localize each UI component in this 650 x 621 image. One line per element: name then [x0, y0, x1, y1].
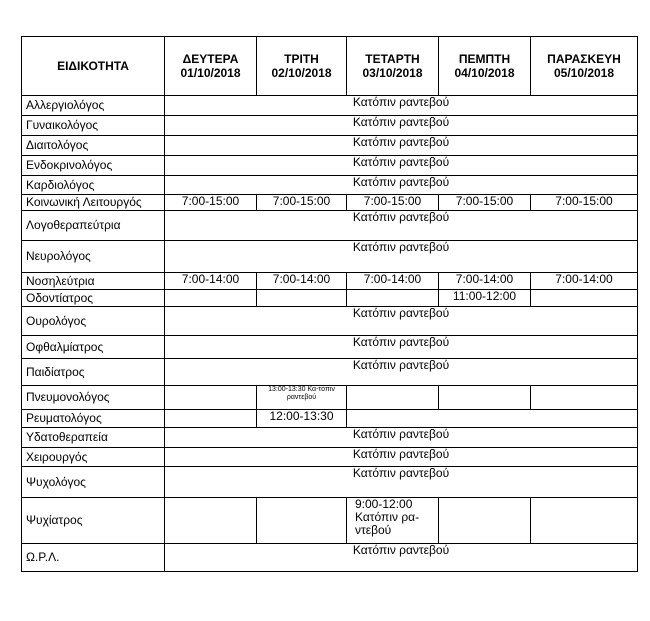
appointment-note: Κατόπιν ραντεβού — [165, 448, 638, 467]
specialty-label: Κοινωνική Λειτουργός — [22, 195, 165, 211]
row-social-worker — [22, 195, 638, 211]
header-friday: ΠΑΡΑΣΚΕΥΗ 05/10/2018 — [531, 37, 638, 96]
time-tuesday — [257, 498, 347, 544]
specialty-label: Υδατοθεραπεία — [22, 428, 165, 448]
time-tuesday: 13:00-13:30 Κα-τόπιν ραντεβού — [257, 386, 347, 410]
specialty-label: Διαιτολόγος — [22, 136, 165, 156]
row-urologist — [22, 307, 638, 336]
row-neurologist — [22, 241, 638, 273]
specialty-label: Λογοθεραπεύτρια — [22, 211, 165, 241]
appointment-note: Κατόπιν ραντεβού — [165, 241, 638, 273]
specialty-label: Αλλεργιολόγος — [22, 96, 165, 116]
row-endocrinologist — [22, 156, 638, 176]
header-specialty: ΕΙΔΙΚΟΤΗΤΑ — [22, 37, 165, 96]
appointment-note: Κατόπιν ραντεβού — [165, 336, 638, 359]
header-row — [22, 37, 638, 96]
appointment-note: Κατόπιν ραντεβού — [165, 467, 638, 498]
time-friday: 7:00-14:00 — [531, 273, 638, 290]
time-tuesday: 12:00-13:30 — [257, 410, 347, 428]
time-wednesday — [347, 386, 439, 410]
appointment-note: Κατόπιν ραντεβού — [165, 211, 638, 241]
time-friday: 7:00-15:00 — [531, 195, 638, 211]
time-friday — [531, 290, 638, 307]
specialty-label: Οφθαλμίατρος — [22, 336, 165, 359]
appointment-note: Κατόπιν ραντεβού — [165, 156, 638, 176]
appointment-note: Κατόπιν ραντεβού — [165, 96, 638, 116]
time-thursday: 11:00-12:00 — [439, 290, 531, 307]
time-friday — [531, 386, 638, 410]
time-monday — [165, 410, 257, 428]
schedule-table — [21, 36, 638, 572]
time-tuesday: 7:00-15:00 — [257, 195, 347, 211]
specialty-label: Ω.Ρ.Λ. — [22, 544, 165, 572]
time-monday: 7:00-15:00 — [165, 195, 257, 211]
row-ophthalmologist — [22, 336, 638, 359]
specialty-label: Οδοντίατρος — [22, 290, 165, 307]
specialty-label: Νευρολόγος — [22, 241, 165, 273]
row-pulmonologist — [22, 386, 638, 410]
header-monday: ΔΕΥΤΕΡΑ 01/10/2018 — [165, 37, 257, 96]
appointment-note: Κατόπιν ραντεβού — [165, 544, 638, 572]
row-surgeon — [22, 448, 638, 467]
row-rheumatologist — [22, 410, 638, 428]
specialty-label: Ενδοκρινολόγος — [22, 156, 165, 176]
time-monday — [165, 498, 257, 544]
specialty-label: Νοσηλεύτρια — [22, 273, 165, 290]
header-wednesday: ΤΕΤΑΡΤΗ 03/10/2018 — [347, 37, 439, 96]
time-tuesday — [257, 290, 347, 307]
appointment-note: Κατόπιν ραντεβού — [165, 307, 638, 336]
time-wednesday: 7:00-14:00 — [347, 273, 439, 290]
specialty-label: Πνευμονολόγος — [22, 386, 165, 410]
time-monday — [165, 290, 257, 307]
specialty-label: Παιδίατρος — [22, 359, 165, 386]
row-gynecologist — [22, 116, 638, 136]
row-speech-therapist — [22, 211, 638, 241]
header-thursday: ΠΕΜΠΤΗ 04/10/2018 — [439, 37, 531, 96]
row-cardiologist — [22, 176, 638, 195]
specialty-label: Ρευματολόγος — [22, 410, 165, 428]
specialty-label: Ψυχολόγος — [22, 467, 165, 498]
specialty-label: Ψυχίατρος — [22, 498, 165, 544]
time-thursday: 7:00-15:00 — [439, 195, 531, 211]
time-monday — [165, 386, 257, 410]
time-thursday — [439, 498, 531, 544]
empty-cell — [347, 410, 638, 428]
appointment-note: Κατόπιν ραντεβού — [165, 116, 638, 136]
row-psychologist — [22, 467, 638, 498]
time-friday — [531, 498, 638, 544]
time-monday: 7:00-14:00 — [165, 273, 257, 290]
row-nurse — [22, 273, 638, 290]
row-pediatrician — [22, 359, 638, 386]
appointment-note: Κατόπιν ραντεβού — [165, 136, 638, 156]
appointment-note: Κατόπιν ραντεβού — [165, 176, 638, 195]
time-wednesday: 7:00-15:00 — [347, 195, 439, 211]
row-dentist — [22, 290, 638, 307]
specialty-label: Χειρουργός — [22, 448, 165, 467]
appointment-note: Κατόπιν ραντεβού — [165, 428, 638, 448]
time-tuesday: 7:00-14:00 — [257, 273, 347, 290]
appointment-note: Κατόπιν ραντεβού — [165, 359, 638, 386]
row-psychiatrist — [22, 498, 638, 544]
row-hydrotherapy — [22, 428, 638, 448]
time-wednesday: 9:00-12:00 Κατόπιν ρα-ντεβού — [347, 498, 439, 544]
time-thursday — [439, 386, 531, 410]
specialty-label: Ουρολόγος — [22, 307, 165, 336]
time-wednesday — [347, 290, 439, 307]
specialty-label: Γυναικολόγος — [22, 116, 165, 136]
header-tuesday: ΤΡΙΤΗ 02/10/2018 — [257, 37, 347, 96]
row-ent — [22, 544, 638, 572]
row-allergy — [22, 96, 638, 116]
row-dietitian — [22, 136, 638, 156]
time-thursday: 7:00-14:00 — [439, 273, 531, 290]
specialty-label: Καρδιολόγος — [22, 176, 165, 195]
